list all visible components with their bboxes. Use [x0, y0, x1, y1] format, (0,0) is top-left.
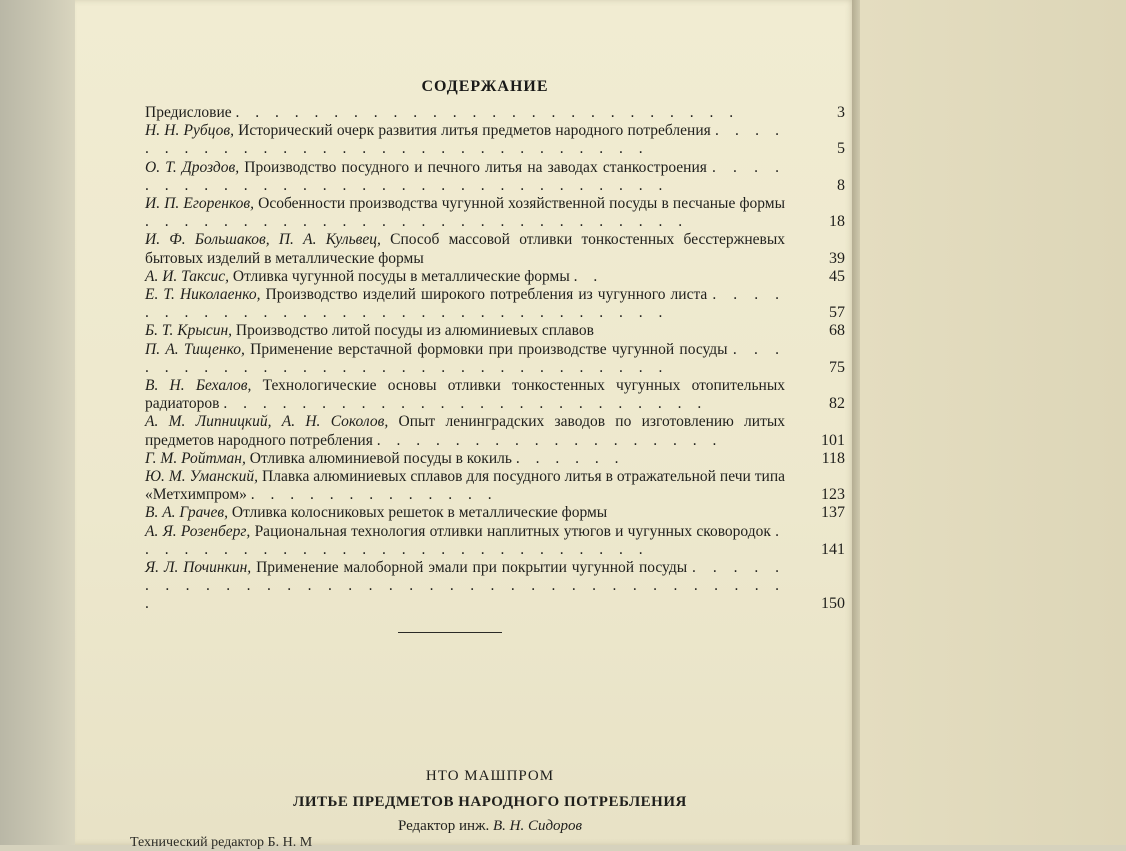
toc-entry-text: [145, 413, 845, 449]
toc-page-number: 3: [837, 104, 845, 121]
book-gutter: [852, 0, 860, 845]
toc-leader-dots: . . . . . . . . . . . . . . . . . . . . . . . . . .: [235, 104, 740, 121]
toc-entry-text: [145, 268, 845, 286]
toc-entry-text: [145, 286, 845, 322]
toc-entry-author: А. Я. Розенберг,: [145, 522, 251, 540]
toc-entry-text: [145, 523, 845, 559]
toc-entry: [145, 341, 845, 377]
toc-entry-author: О. Т. Дроздов,: [145, 158, 240, 176]
toc-entry-title: Технологические основы отливки тонкостенных чугунных отопительных радиаторов: [145, 377, 786, 413]
toc-page-number: 150: [821, 595, 845, 613]
toc-entry: [145, 523, 845, 559]
toc-leader-dots: . . . . . . . . . . . . . . . . . . . . . . . . . . . . . .: [145, 340, 786, 376]
toc-entry-title: Производство посудного и печного литья на заводах станкостроения: [244, 158, 707, 176]
toc-entry-author: Е. Т. Николаенко,: [145, 286, 261, 304]
toc-page-number: 8: [837, 176, 845, 194]
toc-entry-text: [145, 104, 845, 122]
toc-entry: [145, 122, 845, 158]
book-title: ЛИТЬЕ ПРЕДМЕТОВ НАРОДНОГО ПОТРЕБЛЕНИЯ: [293, 794, 687, 810]
toc-leader-dots: . . . . . . . . . . . . . . . . . . . . . . . . . . . . . . .: [145, 286, 786, 322]
toc-page-number: 45: [829, 267, 845, 285]
toc-page-number: 137: [821, 504, 845, 522]
toc-entry-author: В. А. Грачев,: [145, 504, 228, 522]
toc-entry-title: Применение верстачной формовки при производстве чугунной посуды: [250, 340, 728, 358]
toc-entry-text: [145, 559, 845, 614]
toc-entry-author: Н. Н. Рубцов,: [145, 122, 234, 140]
toc-entry-text: [145, 468, 845, 504]
toc-page-number: 123: [821, 486, 845, 504]
toc-leader-dots: . . . . . .: [515, 449, 625, 467]
toc-entry-text: [145, 450, 845, 468]
toc-entry-title: Предисловие: [145, 104, 232, 121]
toc-entry-title: Отливка чугунной посуды в металлические формы: [232, 267, 570, 285]
toc-entry-title: Рациональная технология отливки наплитных утюгов и чугунных сковородок: [254, 522, 771, 540]
toc-leader-dots: . . . . . . . . . . . . . . . . . . . . . . . . .: [223, 395, 708, 413]
toc-entry-title: Отливка алюминиевой посуды в кокиль: [249, 449, 512, 467]
toc-entry-title: Особенности производства чугунной хозяйственной посуды в песчаные формы: [258, 195, 785, 213]
toc-entry-author: В. Н. Бехалов,: [145, 377, 252, 395]
toc-entry: [145, 504, 845, 522]
toc-entry-author: И. Ф. Большаков, П. А. Кульвец,: [145, 231, 381, 249]
toc-page-number: 75: [829, 358, 845, 376]
toc-leader-dots: . .: [573, 267, 604, 285]
toc-entry: [145, 468, 845, 504]
toc-entry-author: А. М. Липницкий, А. Н. Соколов,: [145, 413, 389, 431]
toc-page-number: 101: [821, 431, 845, 449]
publisher-name: НТО МАШПРОМ: [425, 768, 555, 784]
toc-entry-text: [145, 322, 845, 340]
toc-entry-title: Исторический очерк развития литья предметов народного потребления: [238, 122, 711, 140]
toc-entry-text: [145, 122, 845, 158]
toc-leader-dots: . . . . . . . . . . . . . . . . . . . . . . . . . . . .: [145, 213, 689, 231]
toc-page-number: 5: [837, 140, 845, 158]
toc-entry: [145, 104, 845, 122]
toc-page-number: 39: [829, 249, 845, 267]
toc-leader-dots: . . . . . . . . . . . . . . . . . .: [376, 431, 723, 449]
toc-entry: [145, 268, 845, 286]
toc-entry-title: Применение малоборной эмали при покрытии чугунной посуды: [256, 559, 688, 577]
toc-entry-text: [145, 504, 845, 522]
toc-entry-author: Ю. М. Уманский,: [145, 468, 259, 486]
toc-entry-title: Производство изделий широкого потребления из чугунного листа: [265, 286, 708, 304]
toc-entry: [145, 559, 845, 614]
toc-entry: [145, 450, 845, 468]
toc-leader-dots: . . . . . . . . . . . . . . . . . . . . . . . . . . . . . . . . . . . . . .: [145, 559, 786, 613]
toc-entry-author: Г. М. Ройтман,: [145, 449, 246, 467]
separator-rule: [398, 632, 502, 633]
toc-leader-dots: . . . . . . . . . . . . . . . . . . . . . . . . . . . . . .: [145, 122, 786, 158]
toc-entry-text: [145, 341, 845, 377]
toc-leader-dots: . . . . . . . . . . . . . . . . . . . . . . . . . . .: [145, 522, 785, 558]
toc-page-number: 18: [829, 213, 845, 231]
editor-credit: [230, 818, 750, 835]
toc-page-number: 57: [829, 304, 845, 322]
toc-page-number: 118: [821, 449, 845, 467]
table-surface-left: [0, 0, 75, 845]
toc-entry-title: Плавка алюминиевых сплавов для посудного литья в отражательной печи типа «Метхимпром»: [145, 468, 785, 504]
toc-entry-title: Производство литой посуды из алюминиевых сплавов: [235, 322, 594, 340]
toc-entry: [145, 195, 845, 231]
toc-page-number: 68: [829, 322, 845, 340]
editor-label: Редактор инж.: [397, 818, 490, 834]
table-of-contents: [145, 104, 845, 614]
toc-entry: [145, 322, 845, 340]
toc-entry: [145, 286, 845, 322]
toc-leader-dots: . . . . . . . . . . . . . . . . . . . . . . . . . . . . . . .: [145, 158, 785, 194]
toc-entry: [145, 231, 845, 267]
toc-entry-author: А. И. Таксис,: [145, 267, 230, 285]
toc-entry-author: Б. Т. Крысин,: [145, 322, 233, 340]
facing-page: [860, 0, 1126, 845]
toc-entry-author: П. А. Тищенко,: [145, 340, 245, 358]
technical-editor-credit: Технический редактор Б. Н. М: [130, 835, 313, 850]
toc-entry: [145, 413, 845, 449]
toc-entry-text: [145, 195, 845, 231]
toc-entry-author: И. П. Егоренков,: [145, 195, 255, 213]
toc-entry: [145, 377, 845, 413]
toc-entry-text: [145, 231, 845, 267]
toc-entry-author: Я. Л. Починкин,: [145, 559, 252, 577]
toc-entry-text: [145, 377, 845, 413]
page-title: СОДЕРЖАНИЕ: [421, 78, 549, 95]
toc-entry-title: Способ массовой отливки тонкостенных бесстержневых бытовых изделий в металлические формы: [145, 231, 786, 267]
toc-entry: [145, 159, 845, 195]
toc-entry-title: Отливка колосниковых решеток в металлические формы: [231, 504, 608, 522]
toc-leader-dots: . . . . . . . . . . . . .: [250, 486, 498, 504]
toc-entry-text: [145, 159, 845, 195]
editor-name: В. Н. Сидоров: [492, 818, 583, 834]
toc-page-number: 82: [829, 395, 845, 413]
toc-entry-title: Опыт ленинградских заводов по изготовлению литых предметов народного потребления: [145, 413, 786, 449]
toc-page-number: 141: [821, 540, 845, 558]
